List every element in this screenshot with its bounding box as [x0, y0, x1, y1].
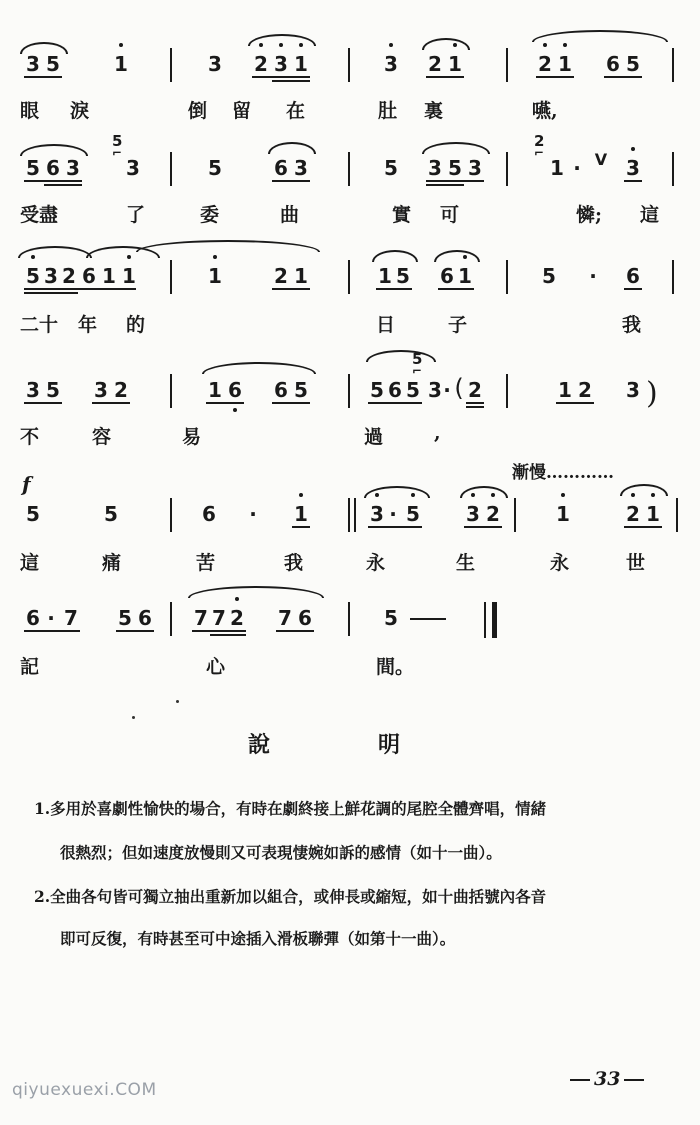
lyric: 留	[232, 100, 252, 122]
beam	[92, 402, 130, 404]
note: 5	[24, 264, 42, 288]
beam	[210, 634, 246, 636]
note: 6	[274, 156, 288, 180]
note: 5	[26, 502, 40, 526]
barline	[506, 260, 508, 294]
lyric: 受盡	[20, 204, 59, 226]
note: 5	[208, 156, 222, 180]
slur	[364, 486, 430, 498]
barline	[170, 48, 172, 82]
beam	[426, 180, 484, 182]
sustain-dash	[410, 618, 446, 620]
slur	[202, 362, 316, 374]
beam	[272, 80, 310, 82]
beam	[292, 526, 310, 528]
lyric: 易	[182, 426, 202, 448]
slur	[532, 30, 668, 42]
lyric-line-1	[20, 96, 680, 126]
note: 1	[554, 502, 572, 526]
final-barline-thin	[484, 602, 486, 638]
slur	[188, 586, 324, 598]
note: 5	[370, 378, 384, 402]
note: 1	[206, 264, 224, 288]
note: 6	[202, 502, 216, 526]
breath-mark: V	[594, 150, 608, 169]
lyric: 實	[392, 204, 412, 226]
barline	[506, 152, 508, 186]
dynamic-marking: f	[22, 472, 31, 496]
lyric-line-3	[20, 310, 680, 340]
beam	[272, 180, 310, 182]
note: 7	[212, 606, 226, 630]
beam	[24, 630, 80, 632]
beam	[376, 288, 412, 290]
note-item-1-line-1: 1.多用於喜劇性愉快的場合，有時在劇終接上鮮花調的尾腔全體齊唱，情緒	[34, 799, 547, 818]
note: 3	[126, 156, 140, 180]
note: 2	[578, 378, 592, 402]
beam	[252, 76, 310, 78]
beam	[24, 288, 136, 290]
note: 5	[384, 156, 398, 180]
lyric: 痛	[102, 552, 122, 574]
note: 1	[550, 156, 564, 180]
note: 3	[294, 156, 308, 180]
note: 3	[368, 502, 386, 526]
note: 7	[64, 606, 78, 630]
barline	[514, 498, 516, 532]
barline	[170, 152, 172, 186]
note: 2	[536, 52, 554, 76]
note-item-2-line-2: 即可反復，有時甚至可中途插入滑板聯彈（如第十一曲）。	[60, 929, 456, 948]
slur	[366, 350, 436, 362]
note: 3	[624, 156, 642, 180]
note: 2	[62, 264, 76, 288]
note: 5	[46, 52, 60, 76]
beam	[466, 406, 484, 408]
lyric: 的	[126, 314, 146, 336]
barline	[348, 374, 350, 408]
watermark: qiyuexuexi.COM	[12, 1080, 157, 1100]
score-line-1	[20, 46, 680, 86]
slur	[460, 486, 508, 498]
barline	[170, 374, 172, 408]
tempo-marking: 漸慢…………	[512, 463, 614, 483]
beam	[426, 76, 464, 78]
dot: ·	[47, 606, 55, 630]
barline	[348, 48, 350, 82]
beam	[624, 180, 642, 182]
note: 2	[274, 264, 288, 288]
score-line-5	[20, 496, 680, 536]
note: 1	[558, 378, 572, 402]
lyric: 容	[92, 426, 112, 448]
beam	[426, 184, 464, 186]
beam	[368, 402, 422, 404]
note: 6	[388, 378, 402, 402]
note: 1	[102, 264, 116, 288]
barline	[672, 260, 674, 294]
lyric: 倒	[188, 100, 208, 122]
note: 6	[46, 156, 60, 180]
lyric: 日	[376, 314, 396, 336]
beam	[272, 402, 310, 404]
beam	[624, 526, 662, 528]
beam	[272, 288, 310, 290]
note: 5	[406, 378, 420, 402]
lyric: 年	[78, 314, 98, 336]
note: 5	[448, 156, 462, 180]
lyric: 生	[456, 552, 476, 574]
barline	[676, 498, 678, 532]
lyric: 這	[20, 552, 40, 574]
note: 3	[94, 378, 108, 402]
lyric: 我	[622, 314, 642, 336]
note: 3	[66, 156, 80, 180]
note: 6	[606, 52, 620, 76]
page-number: 33	[566, 1068, 648, 1090]
beam	[556, 402, 594, 404]
lyric: 我	[284, 552, 304, 574]
barline	[348, 498, 350, 532]
lyric: 肚	[378, 100, 398, 122]
note: 1	[556, 52, 574, 76]
note: 3	[428, 156, 442, 180]
note: 1	[446, 52, 464, 76]
beam	[536, 76, 574, 78]
dot: ·	[589, 264, 597, 288]
beam	[24, 402, 62, 404]
note: 2	[114, 378, 128, 402]
lyric: 眼	[20, 100, 40, 122]
note: 5	[396, 264, 410, 288]
lyric: ,	[434, 422, 441, 444]
lyric: 心	[206, 656, 226, 678]
note: 1	[456, 264, 474, 288]
note-item-2-line-1: 2.全曲各句皆可獨立抽出重新加以組合，或伸長或縮短，如十曲括號內各音	[34, 887, 547, 906]
beam	[438, 288, 474, 290]
beam	[44, 184, 82, 186]
note: 6	[298, 606, 312, 630]
note: 3	[468, 156, 482, 180]
note: 2	[468, 378, 482, 402]
score-line-2	[20, 132, 680, 190]
note: 6	[440, 264, 454, 288]
lyric: 可	[440, 204, 460, 226]
note: 5	[46, 378, 60, 402]
note: 1	[208, 378, 222, 402]
slur	[620, 484, 668, 496]
grace-note: 2 ⌐	[534, 132, 545, 160]
note: 1	[294, 264, 308, 288]
lyric: 委	[200, 204, 220, 226]
beam	[116, 630, 154, 632]
note: 6	[26, 606, 40, 630]
lyric: 淚	[70, 100, 90, 122]
note: 2	[624, 502, 642, 526]
dot: ·	[573, 156, 581, 180]
lyric-line-6	[20, 652, 680, 682]
barline	[348, 602, 350, 636]
note: 2	[428, 52, 442, 76]
lyric: 世	[626, 552, 646, 574]
beam	[604, 76, 642, 78]
barline	[170, 260, 172, 294]
note: 5	[118, 606, 132, 630]
note: 3	[26, 378, 40, 402]
beam	[24, 180, 82, 182]
slur	[422, 38, 470, 50]
lyric: 過	[364, 426, 384, 448]
note: 7	[194, 606, 208, 630]
score-line-3	[20, 258, 680, 298]
dot: ·	[389, 502, 397, 526]
note: 3	[272, 52, 290, 76]
lyric-line-2	[20, 200, 680, 230]
lyric: 嚥,	[532, 100, 558, 122]
barline	[506, 374, 508, 408]
lyric: 二十	[20, 314, 59, 336]
note: 1	[120, 264, 138, 288]
note: 5	[626, 52, 640, 76]
beam	[24, 292, 78, 294]
note: 1	[378, 264, 392, 288]
note: 3	[26, 52, 40, 76]
speck	[176, 700, 179, 703]
note: 2	[484, 502, 502, 526]
barline	[672, 152, 674, 186]
slur	[18, 246, 92, 258]
lyric: 苦	[196, 552, 216, 574]
slur	[20, 144, 88, 156]
beam	[276, 630, 314, 632]
note: 5	[104, 502, 118, 526]
lyric: 永	[550, 552, 570, 574]
section-title-right: 明	[378, 732, 401, 758]
note: 5	[404, 502, 422, 526]
beam	[466, 402, 484, 404]
lyric: 子	[448, 314, 468, 336]
beam	[464, 526, 502, 528]
grace-note: 5 ⌐	[412, 350, 423, 378]
slur	[268, 142, 316, 154]
lyric: 了	[126, 204, 146, 226]
lyric: 這	[640, 204, 660, 226]
beam	[206, 402, 244, 404]
lyric: 記	[20, 656, 40, 678]
final-barline-thick	[492, 602, 497, 638]
note: 6	[226, 378, 244, 402]
barline	[170, 602, 172, 636]
note: 2	[228, 606, 246, 630]
lyric: 不	[20, 426, 40, 448]
lyric: 曲	[280, 204, 300, 226]
slur	[422, 142, 490, 154]
speck	[132, 716, 135, 719]
barline	[506, 48, 508, 82]
note: 5	[542, 264, 556, 288]
section-title-left: 說	[248, 732, 271, 758]
note: 6	[138, 606, 152, 630]
beam	[192, 630, 246, 632]
note: 2	[252, 52, 270, 76]
note: 3	[44, 264, 58, 288]
grace-note: 5 ⌐	[112, 132, 123, 160]
lyric: 間。	[376, 656, 415, 678]
barline	[348, 260, 350, 294]
note: 3	[208, 52, 222, 76]
note: 1	[292, 502, 310, 526]
slur	[434, 250, 480, 262]
slur	[136, 240, 320, 252]
note: 5	[26, 156, 40, 180]
note: 7	[278, 606, 292, 630]
slur	[372, 250, 418, 262]
note: 6	[626, 264, 640, 288]
note: 3	[626, 378, 640, 402]
barline	[348, 152, 350, 186]
beam	[24, 76, 62, 78]
lyric: 裏	[424, 100, 444, 122]
note: 5	[294, 378, 308, 402]
dot: ·	[443, 378, 451, 402]
paren-close: )	[646, 376, 658, 411]
note: 5	[384, 606, 398, 630]
note: 1	[644, 502, 662, 526]
note-item-1-line-2: 很熱烈；但如速度放慢則又可表現悽婉如訴的感情（如十一曲）。	[60, 843, 502, 862]
lyric-line-4	[20, 422, 680, 452]
lyric: 在	[286, 100, 306, 122]
barline	[170, 498, 172, 532]
score-line-6	[20, 600, 680, 640]
note: 3	[382, 52, 400, 76]
lyric: 憐;	[576, 204, 603, 226]
note: 1	[292, 52, 310, 76]
paren-open: (	[454, 374, 464, 402]
lyric: 永	[366, 552, 386, 574]
score-line-4	[20, 350, 680, 412]
note: 6	[82, 264, 96, 288]
barline	[354, 498, 356, 532]
barline	[672, 48, 674, 82]
lyric-line-5	[20, 548, 680, 578]
note: 3	[464, 502, 482, 526]
note: 3	[428, 378, 442, 402]
note: 1	[112, 52, 130, 76]
beam	[368, 526, 422, 528]
dot: ·	[249, 502, 257, 526]
beam	[624, 288, 642, 290]
note: 6	[274, 378, 288, 402]
